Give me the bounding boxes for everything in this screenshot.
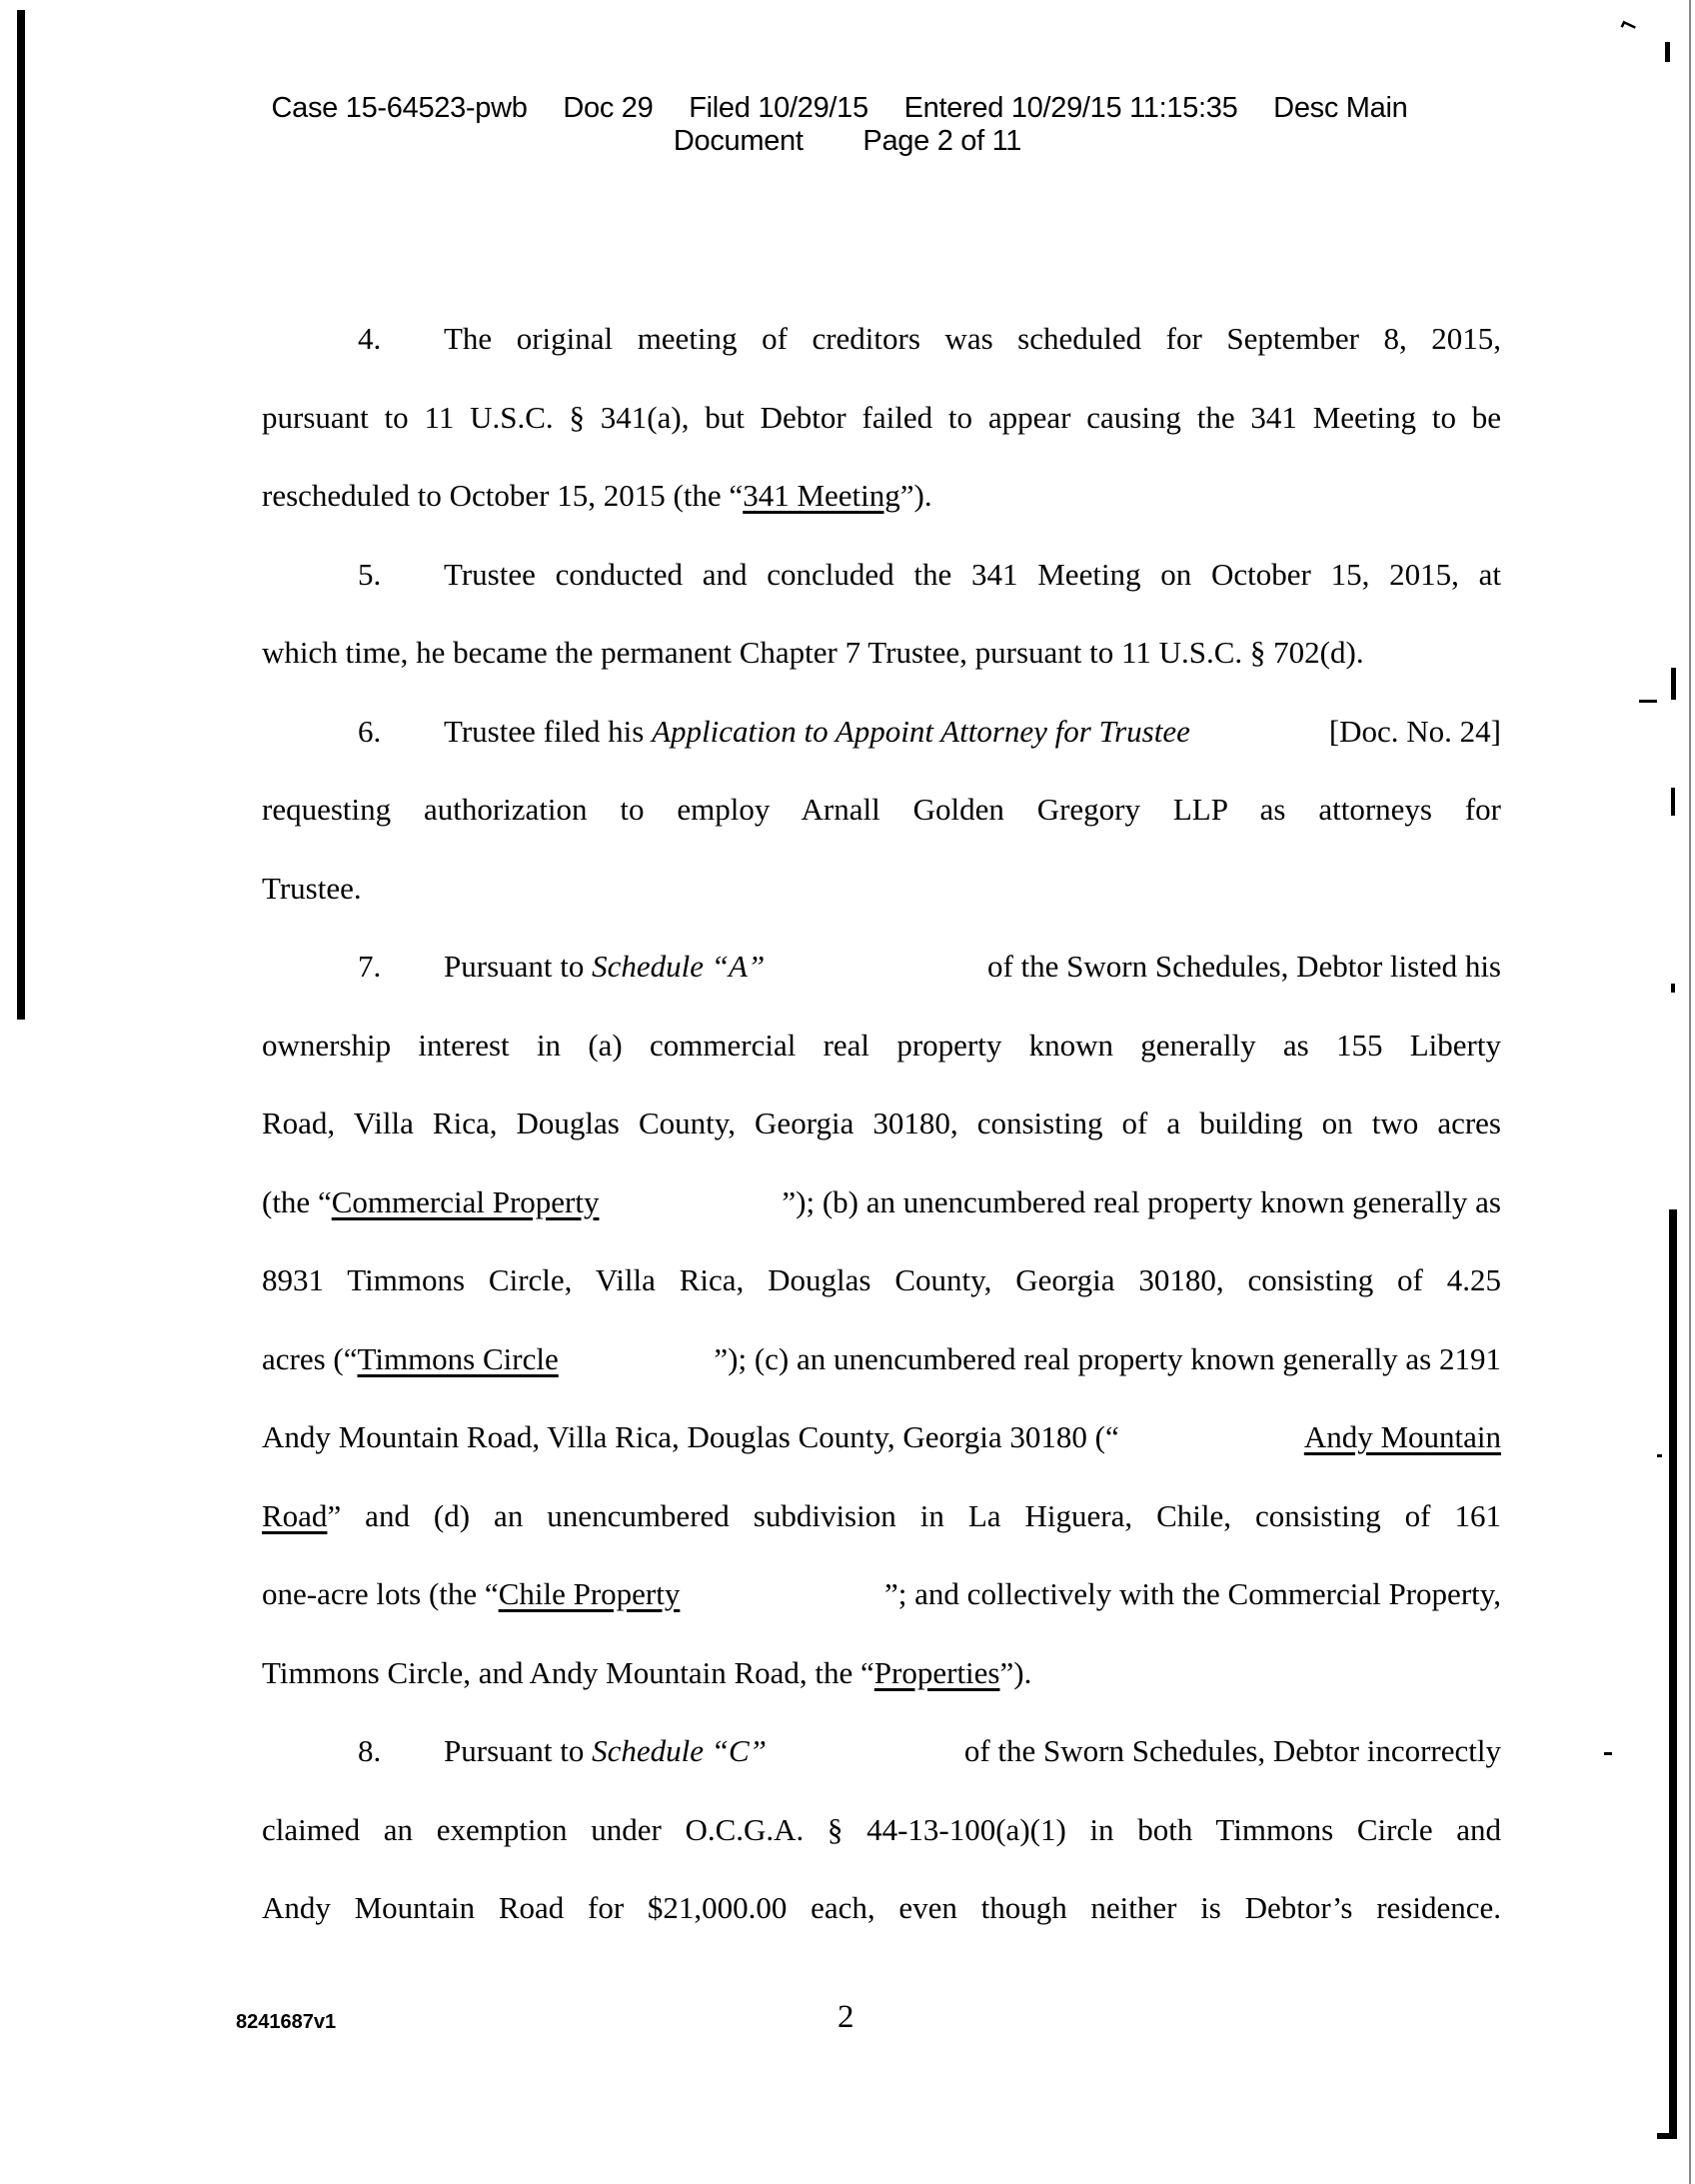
paragraph-line <box>262 771 1501 850</box>
paragraph-text: ”); (b) an unencumbered real property known generally as <box>782 1183 1501 1219</box>
scan-tick-mark <box>1657 1454 1662 1457</box>
paragraph-number: 6. <box>358 713 382 749</box>
paragraph-line <box>262 693 1501 772</box>
paragraph-text: ”; and collectively with the Commercial Property, <box>884 1576 1501 1611</box>
paragraph-text: (the “ <box>262 1183 332 1219</box>
paragraph-line <box>262 300 1501 379</box>
paragraph-line <box>262 850 1501 929</box>
defined-term: Properties <box>873 1654 1000 1690</box>
scan-tick-mark <box>1671 668 1676 700</box>
paragraph-text: 8931 Timmons Circle, Villa Rica, Douglas County, Georgia 30180, consisting of 4.25 <box>262 1262 1501 1297</box>
paragraph-text <box>444 928 1501 1007</box>
italic-title: Application to Appoint Attorney for Trustee <box>652 713 1190 749</box>
entered-date: Entered 10/29/15 11:15:35 <box>903 92 1238 124</box>
page-indicator: Page 2 of 11 <box>862 125 1022 157</box>
defined-term: Andy Mountain <box>1303 1419 1501 1454</box>
document-body <box>262 300 1501 1948</box>
paragraph-line <box>262 1241 1501 1320</box>
paragraph-text: Trustee filed his <box>444 713 653 749</box>
defined-term: Road <box>262 1497 328 1533</box>
paragraph-6 <box>262 693 1501 929</box>
header-line-1 <box>220 92 1459 125</box>
corner-scan-tick <box>1665 42 1670 62</box>
paragraph-text: ”); (c) an unencumbered real property known generally as 2191 <box>714 1340 1501 1376</box>
paragraph-text: Pursuant to <box>444 949 593 984</box>
paragraph-text: ”). <box>899 478 932 513</box>
paragraph-line <box>262 1712 1501 1791</box>
paragraph-line <box>262 1869 1501 1948</box>
paragraph-5 <box>262 536 1501 693</box>
paragraph-text: ”). <box>999 1654 1032 1690</box>
paragraph-text: of the Sworn Schedules, Debtor listed his <box>986 949 1501 984</box>
paragraph-text: rescheduled to October 15, 2015 (the “ <box>262 478 744 513</box>
paragraph-text: Pursuant to <box>444 1733 593 1768</box>
defined-term: Timmons Circle <box>357 1340 559 1376</box>
paragraph-text: The original meeting of creditors was scheduled for September 8, 2015, <box>444 321 1501 356</box>
paragraph-number: 5. <box>358 556 382 592</box>
case-number: Case 15-64523-pwb <box>271 92 528 124</box>
paragraph-line <box>262 457 1501 536</box>
italic-title: Schedule “C” <box>592 1733 767 1768</box>
paragraph-text: Timmons Circle, and Andy Mountain Road, the “ <box>262 1654 874 1690</box>
paragraph-text: Trustee. <box>262 870 362 906</box>
paragraph-text: of the Sworn Schedules, Debtor incorrectly <box>963 1733 1501 1768</box>
doc-number: Doc 29 <box>563 92 654 124</box>
document-label: Document <box>673 125 804 157</box>
paragraph-text: Road, Villa Rica, Douglas County, Georgia 30180, consisting of a building on two acres <box>262 1105 1501 1140</box>
paragraph-text: acres (“ <box>262 1340 358 1376</box>
paragraph-text <box>444 1712 1501 1791</box>
paragraph-line <box>262 1477 1501 1556</box>
description: Desc Main <box>1273 92 1408 124</box>
paragraph-text: ” and (d) an unencumbered subdivision in La Higuera, Chile, consisting of 161 <box>327 1497 1501 1533</box>
document-id: 8241687v1 <box>236 2011 337 2033</box>
paragraph-line <box>262 379 1501 458</box>
scan-tick-mark <box>1604 1752 1612 1755</box>
paragraph-line <box>262 1634 1501 1713</box>
paragraph-text: one-acre lots (the “ <box>262 1576 499 1611</box>
corner-scan-mark-icon: ⌐ <box>1614 11 1642 42</box>
court-filing-header <box>0 92 1695 158</box>
header-line-2 <box>0 125 1695 158</box>
paragraph-line <box>262 536 1501 615</box>
paragraph-text: claimed an exemption under O.C.G.A. § 44-13-100(a)(1) in both Timmons Circle and <box>262 1811 1501 1847</box>
paragraph-text: Trustee conducted and concluded the 341 Meeting on October 15, 2015, at <box>444 556 1501 592</box>
paragraph-text: pursuant to 11 U.S.C. § 341(a), but Debtor failed to appear causing the 341 Meeting to be <box>262 399 1501 435</box>
scan-border-right <box>1669 1209 1677 2139</box>
page-number: 2 <box>838 1999 854 2035</box>
defined-term: Chile Property <box>498 1576 681 1611</box>
paragraph-7 <box>262 928 1501 1712</box>
paragraph-line <box>262 1320 1501 1399</box>
paragraph-number: 4. <box>358 321 382 356</box>
scan-tick-mark <box>1671 984 1675 993</box>
paragraph-line <box>262 1007 1501 1086</box>
paragraph-text: ownership interest in (a) commercial real property known generally as 155 Liberty <box>262 1027 1501 1063</box>
paragraph-text: Andy Mountain Road, Villa Rica, Douglas County, Georgia 30180 (“ <box>262 1419 1119 1454</box>
paragraph-text: requesting authorization to employ Arnall Golden Gregory LLP as attorneys for <box>262 792 1501 827</box>
defined-term: 341 Meeting <box>743 478 900 513</box>
paragraph-line <box>262 1163 1501 1242</box>
paragraph-line <box>262 1085 1501 1163</box>
filed-date: Filed 10/29/15 <box>689 92 868 124</box>
scan-tick-mark <box>1671 788 1675 816</box>
paragraph-text: Andy Mountain Road for $21,000.00 each, even though neither is Debtor’s residence. <box>262 1890 1501 1925</box>
paragraph-8 <box>262 1712 1501 1948</box>
italic-title: Schedule “A” <box>592 949 766 984</box>
paragraph-line <box>262 1555 1501 1634</box>
paragraph-text <box>444 693 1501 772</box>
scan-tick-mark <box>1639 700 1657 703</box>
scan-border-bottom-mark <box>1657 2133 1677 2139</box>
paragraph-line <box>262 614 1501 693</box>
paragraph-text: which time, he became the permanent Chapter 7 Trustee, pursuant to 11 U.S.C. § 702(d). <box>262 635 1364 670</box>
paragraph-text: [Doc. No. 24] <box>1328 713 1501 749</box>
paragraph-4 <box>262 300 1501 536</box>
paragraph-line <box>262 1791 1501 1870</box>
defined-term: Commercial Property <box>331 1183 600 1219</box>
paragraph-number: 7. <box>358 949 382 984</box>
paragraph-line <box>262 1398 1501 1477</box>
paragraph-line <box>262 928 1501 1007</box>
scan-border-right-edge <box>1689 0 1691 2184</box>
paragraph-number: 8. <box>358 1733 382 1768</box>
scan-border-left <box>17 10 25 1020</box>
